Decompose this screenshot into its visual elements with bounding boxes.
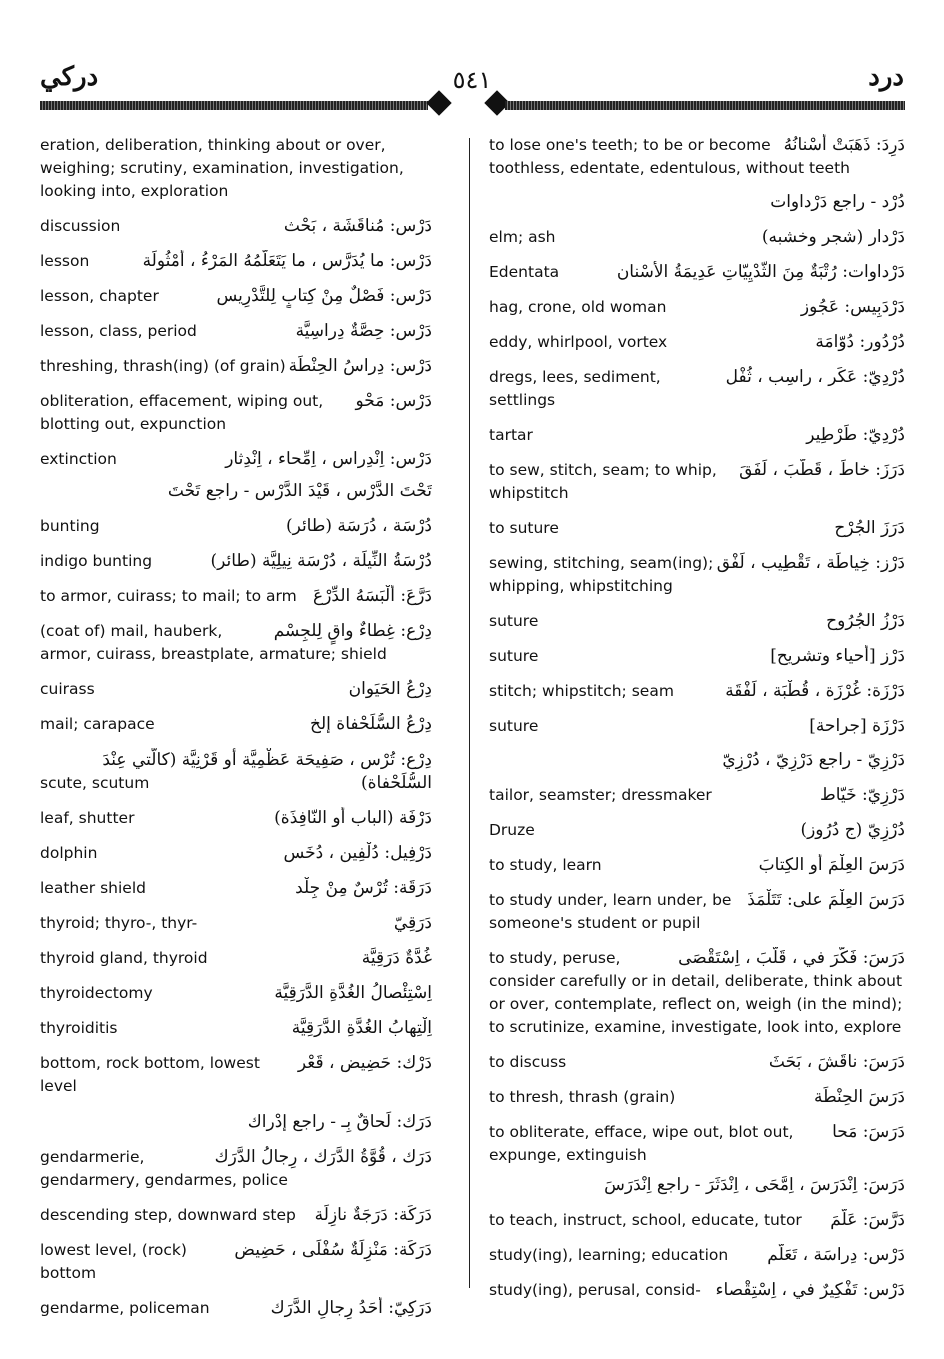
right-guide-word: درد (868, 62, 904, 92)
english-definition: to study under, learn under, be someone's student or pupil (489, 891, 732, 932)
right-column (489, 134, 905, 1302)
arabic-headword: دَرْزِيّ: خَيّاط (820, 785, 905, 805)
arabic-headword: دَرَزَ الجُرْح (834, 518, 905, 538)
arabic-headword: دِرْعُ السُّلَحْفاة إلخ (310, 714, 432, 734)
dictionary-entry (40, 772, 432, 795)
english-definition: suture (489, 717, 539, 735)
dictionary-entry (40, 1052, 432, 1098)
english-definition: eddy, whirlpool, vortex (489, 333, 668, 351)
dictionary-entry (489, 226, 905, 249)
dictionary-entry (40, 585, 432, 608)
dictionary-entry (489, 1086, 905, 1109)
dictionary-entry (40, 320, 432, 343)
english-definition: obliteration, effacement, wiping out, blotting out, expunction (40, 392, 324, 433)
arabic-headword: دَرْس: ما يُدَرَّس ، ما يَتَعَلَّمُهُ المَرْءُ ، أُمْثُولَة (142, 251, 432, 271)
page-header (0, 0, 944, 120)
dictionary-entry (489, 134, 905, 180)
arabic-headword: دَرَّعَ: أَلْبَسَهُ الدِّرْعَ (313, 586, 432, 606)
english-definition: extinction (40, 450, 117, 468)
arabic-headword: دِرْعُ الحَيَوان (348, 679, 432, 699)
english-definition: thyroidectomy (40, 984, 153, 1002)
dictionary-entry (489, 331, 905, 354)
arabic-headword: دُرْدِيّ: عَكَر ، راسِب ، ثُفْل (725, 367, 905, 387)
english-definition: scute, scutum (40, 774, 150, 792)
english-definition: to obliterate, efface, wipe out, blot out, expunge, extinguish (489, 1123, 794, 1164)
dictionary-entry (489, 366, 905, 412)
arabic-headword: دَرَسَ الحِنْطَة (813, 1087, 905, 1107)
arabic-headword: دَرْزَة [جراحة] (809, 716, 905, 736)
dictionary-entry (40, 1204, 432, 1227)
arabic-headword: دَرْس: مَحْو (355, 391, 432, 411)
dictionary-entry (40, 250, 432, 273)
english-definition: thyroid gland, thyroid (40, 949, 208, 967)
arabic-cross-reference: دَرَك: لَحاقٌ بِـ - راجع إدْراك (247, 1112, 432, 1132)
arabic-headword: دَرَّسَ: عَلَّمَ (830, 1210, 905, 1230)
english-definition: study(ing), perusal, consid- (489, 1281, 701, 1299)
arabic-headword: دَرِدَ: ذَهَبَتْ أَسْنانُهُ (783, 135, 905, 155)
english-definition: lesson, class, period (40, 322, 197, 340)
left-guide-word: دركي (40, 62, 99, 92)
arabic-headword: دَرْدَبِيس: عَجُوز (800, 297, 905, 317)
arabic-headword: دَرَكَة: دَرَجَةٌ نازِلَة (314, 1205, 432, 1225)
english-definition: threshing, thrash(ing) (of grain) (40, 357, 286, 375)
dictionary-entry (489, 1173, 905, 1197)
arabic-cross-reference: دَرْزِيّ - راجع دَرْزِيّ ، دُرْزِيّ (722, 750, 905, 770)
dictionary-entry (489, 680, 905, 703)
english-definition: indigo bunting (40, 552, 153, 570)
dictionary-entry (489, 552, 905, 598)
english-definition: to suture (489, 519, 559, 537)
dictionary-entry (489, 715, 905, 738)
english-definition: elm; ash (489, 228, 556, 246)
dictionary-entry (489, 889, 905, 935)
english-definition: mail; carapace (40, 715, 155, 733)
dictionary-entry (489, 748, 905, 772)
english-definition: study(ing), learning; education (489, 1246, 729, 1264)
arabic-headword: دُرْسَة ، دُرَسَة (طائر) (285, 516, 432, 536)
page-number: ٥٤١ (452, 66, 492, 94)
dictionary-entry (489, 947, 905, 1039)
dictionary-entry (40, 947, 432, 970)
arabic-headword: دُرْزِيّ (ج دُرُوز) (800, 820, 905, 840)
arabic-headword: اِلْتِهابُ الغُدَّةِ الدَّرَقِيَّة (291, 1018, 432, 1038)
dictionary-entry (40, 877, 432, 900)
dictionary-entry (40, 748, 432, 772)
arabic-cross-reference: دِرْع: تُرْس ، صَفِيحَة عَظْمِيَّة أو قَرْنِيَّة (كالّتي عِنْدَ (102, 750, 432, 770)
english-definition: gendarmerie, gendarmery, gendarmes, police (40, 1148, 288, 1189)
english-definition: bottom, rock bottom, lowest level (40, 1054, 260, 1095)
dictionary-entry (489, 1051, 905, 1074)
arabic-headword: غُدَّةٌ دَرَقِيَّة (361, 948, 432, 968)
english-definition: thyroiditis (40, 1019, 118, 1037)
arabic-headword: دَرْز [أحياء وتشريح] (770, 646, 905, 666)
english-definition: Edentata (489, 263, 560, 281)
dictionary-entry (40, 215, 432, 238)
dictionary-entry (40, 285, 432, 308)
english-definition: bunting (40, 517, 100, 535)
arabic-headword: دَرَك ، قُوَّةُ الدَّرَك ، رِجالُ الدَّرَك (214, 1147, 432, 1167)
dictionary-entry (489, 190, 905, 214)
arabic-headword: دَرْس: فَصْلٌ مِنْ كِتابٍ لِلتَّدْرِيس (216, 286, 432, 306)
english-definition: lesson (40, 252, 90, 270)
arabic-headword: دِرْع: غِطاءٌ واقٍ لِلجِسْم (273, 621, 432, 641)
dictionary-entry (40, 713, 432, 736)
arabic-headword: دَرَسَ: فَكَّرَ في ، قَلَّبَ ، اِسْتَقْصَى (678, 948, 905, 968)
arabic-headword: اِسْتِئْصالُ الغُدَّةِ الدَّرَقِيَّة (274, 983, 432, 1003)
dictionary-entry (489, 854, 905, 877)
dictionary-entry (489, 819, 905, 842)
arabic-cross-reference: دَرَسَ: اِنْدَرَسَ ، اِمَّحَى ، اِنْدَثَرَ - راجع اِنْدَرَسَ (604, 1175, 905, 1195)
english-definition: stitch; whipstitch; seam (489, 682, 674, 700)
english-definition: to discuss (489, 1053, 567, 1071)
left-column (40, 134, 432, 1320)
arabic-headword: دَرْس: حِصَّةٌ دِراسِيَّة (295, 321, 432, 341)
english-definition: dolphin (40, 844, 98, 862)
dictionary-entry (40, 355, 432, 378)
english-definition: sewing, stitching, seam(ing); whipping, whipstitching (489, 554, 714, 595)
arabic-cross-reference: تَحْتَ الدَّرْس ، قَيْدَ الدَّرْس - راجع تَحْتَ (167, 481, 432, 501)
dictionary-entry (40, 390, 432, 436)
english-definition: leaf, shutter (40, 809, 135, 827)
dictionary-entry (489, 1244, 905, 1267)
dictionary-entry (40, 134, 432, 203)
arabic-headword: دَرْس: اِنْدِراس ، اِمِّحاء ، اِنْدِثار (225, 449, 432, 469)
english-definition: discussion (40, 217, 121, 235)
dictionary-entry (40, 1297, 432, 1320)
dictionary-entry (40, 982, 432, 1005)
dictionary-entry (40, 1239, 432, 1285)
english-definition: leather shield (40, 879, 146, 897)
arabic-headword: دَرْزُ الجُرُوح (826, 611, 905, 631)
dictionary-entry (40, 1146, 432, 1192)
arabic-headword: دَرْفَة (الباب أو النّافِذَة) (274, 808, 432, 828)
arabic-headword: دَرَسَ: مَحا (832, 1122, 905, 1142)
arabic-headword: دَرْس: دِراسُ الحِنْطَة (288, 356, 432, 376)
dictionary-entry (489, 610, 905, 633)
arabic-headword: دَرَكِيّ: أَحَدُ رِجالِ الدَّرَك (270, 1298, 432, 1318)
arabic-headword: دَرَسَ العِلْمَ أو الكِتابَ (758, 855, 905, 875)
dictionary-entry (489, 1121, 905, 1167)
diamond-ornament-icon (426, 90, 451, 115)
header-rule-right (505, 101, 905, 110)
dictionary-entry (489, 261, 905, 284)
dictionary-entry (40, 550, 432, 573)
english-definition: (coat of) mail, hauberk, armor, cuirass, breastplate, armature; shield (40, 622, 387, 663)
dictionary-entry (40, 448, 432, 471)
dictionary-entry (40, 515, 432, 538)
header-rule-left (40, 101, 428, 110)
dictionary-entry (489, 1209, 905, 1232)
english-definition: descending step, downward step (40, 1206, 296, 1224)
dictionary-entry (489, 645, 905, 668)
dictionary-entry (40, 620, 432, 666)
dictionary-entry (489, 459, 905, 505)
english-definition: suture (489, 612, 539, 630)
arabic-headword: دَرْداوات: رُتْبَةٌ مِنَ الثَّدْيِيّاتِ عَدِيمَةُ الأَسْنان (616, 262, 905, 282)
dictionary-entry (489, 1279, 905, 1302)
arabic-headword: دَرْس: تَفْكِيرٌ في ، اِسْتِقْصاء (715, 1280, 905, 1300)
english-definition: to teach, instruct, school, educate, tutor (489, 1211, 802, 1229)
dictionary-entry (489, 296, 905, 319)
english-definition: cuirass (40, 680, 95, 698)
dictionary-entry (40, 912, 432, 935)
english-definition: suture (489, 647, 539, 665)
arabic-headword: دُرْدُور: دُوّامَة (815, 332, 905, 352)
english-definition: to armor, cuirass; to mail; to arm (40, 587, 297, 605)
english-definition: gendarme, policeman (40, 1299, 210, 1317)
arabic-headword: دَرَسَ العِلْمَ على: تَتَلْمَذَ (747, 890, 905, 910)
english-definition: lesson, chapter (40, 287, 159, 305)
arabic-headword: دَرَكَة: مَنْزِلَةٌ سُفْلَى ، حَضِيض (234, 1240, 432, 1260)
english-definition: hag, crone, old woman (489, 298, 667, 316)
arabic-headword: دَرْس: مُناقَشَة ، بَحْث (283, 216, 432, 236)
arabic-headword: دَرْزَة: غُرْزَة ، قُطْبَة ، لَفْقَة (725, 681, 905, 701)
column-divider (469, 138, 470, 1288)
arabic-headword: دَرْز: خِياطَة ، تَقْطِيب ، لَفْق (716, 553, 905, 573)
dictionary-entry (489, 424, 905, 447)
dictionary-entry (40, 479, 432, 503)
english-definition: to sew, stitch, seam; to whip, whipstitch (489, 461, 717, 502)
arabic-headword: دَرْفِيل: دُلْفِين ، دُخَس (283, 843, 432, 863)
arabic-headword: دُرْدِيّ: طَرْطِير (806, 425, 905, 445)
english-definition: eration, deliberation, thinking about or over, weighing; scrutiny, examination, investigation, looking into, exploration (40, 136, 404, 200)
dictionary-entry (40, 678, 432, 701)
arabic-headword: السُّلَحْفاة) (361, 773, 432, 793)
english-definition: Druze (489, 821, 535, 839)
arabic-headword: دَرْس: دِراسَة ، تَعَلُّم (767, 1245, 905, 1265)
english-definition: thyroid; thyro-, thyr- (40, 914, 198, 932)
english-definition: to study, learn (489, 856, 602, 874)
arabic-headword: دَرَسَ: ناقَشَ ، بَحَثَ (768, 1052, 905, 1072)
arabic-headword: دَرَقَة: تُرْسٌ مِنْ جِلْد (295, 878, 432, 898)
dictionary-entry (40, 842, 432, 865)
english-definition: lowest level, (rock) bottom (40, 1241, 187, 1282)
dictionary-entry (40, 1017, 432, 1040)
arabic-headword: دَرَقِيّ (393, 913, 432, 933)
arabic-headword: دَرْدار (شجر وخشبه) (761, 227, 905, 247)
english-definition: to lose one's teeth; to be or become toothless, edentate, edentulous, without teeth (489, 136, 850, 177)
english-definition: to study, peruse, consider carefully or in detail, deliberate, think about or over, contemplate, reflect on, weigh (in the mind); to scrutinize, examine, investigate, look into, explore (489, 949, 903, 1036)
dictionary-entry (40, 1110, 432, 1134)
english-definition: tailor, seamster; dressmaker (489, 786, 712, 804)
dictionary-entry (489, 517, 905, 540)
dictionary-entry (40, 807, 432, 830)
arabic-headword: دَرَزَ: خاطَ ، قَطَّبَ ، لَفَقَ (739, 460, 905, 480)
arabic-headword: دَرْك: حَضِيض ، قَعْر (297, 1053, 432, 1073)
dictionary-entry (489, 784, 905, 807)
arabic-cross-reference: دُرْد - راجع دَرْداوات (770, 192, 905, 212)
english-definition: dregs, lees, sediment, settlings (489, 368, 661, 409)
arabic-headword: دُرْسَةُ النِّيلَة ، دُرْسَة نِيلِيَّة (طائر) (210, 551, 432, 571)
english-definition: to thresh, thrash (grain) (489, 1088, 676, 1106)
english-definition: tartar (489, 426, 533, 444)
